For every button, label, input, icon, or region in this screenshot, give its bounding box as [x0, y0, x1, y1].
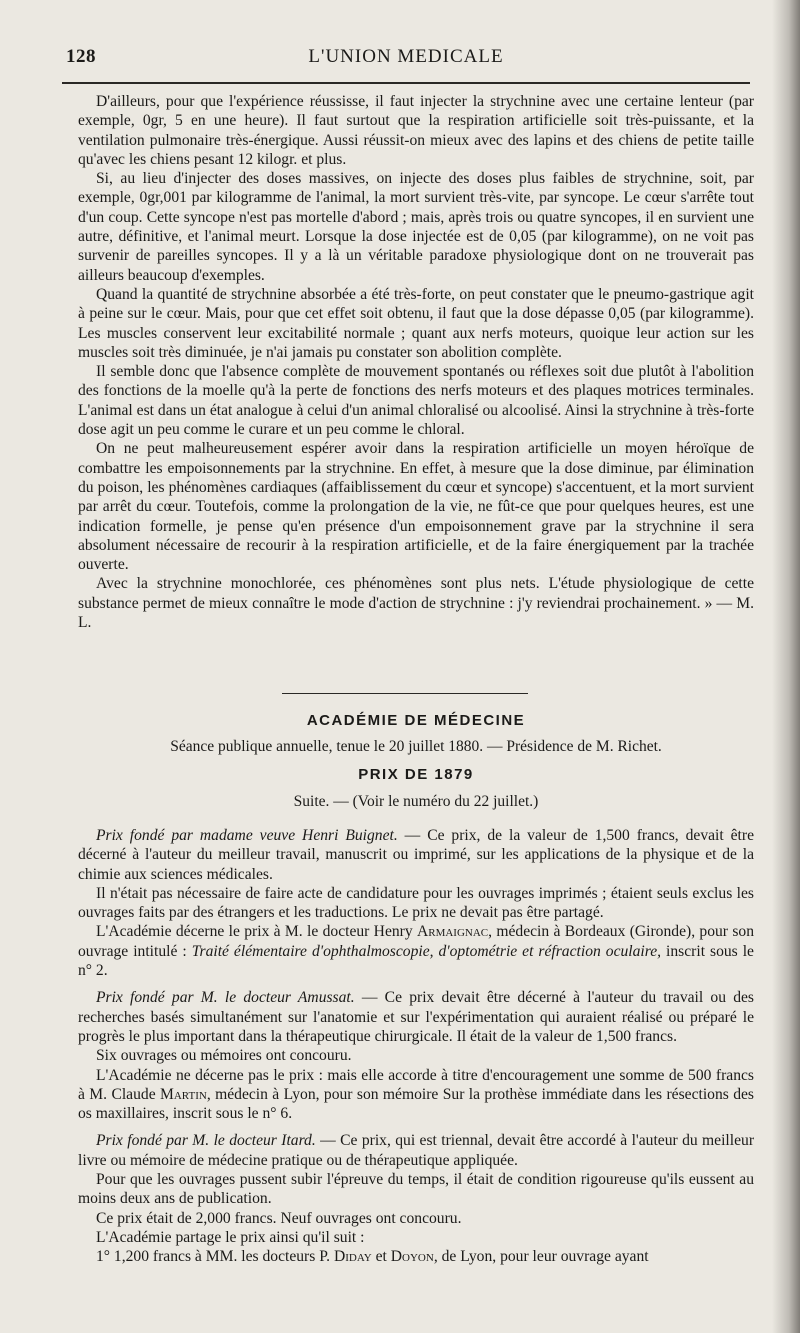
paragraph: On ne peut malheureusement espérer avoir dans la respiration artificielle un moyen héroïque de combattre les empoisonnements par la strychnine. En effet, à mesure que la dose diminue, par élimination du poison, les phénomènes cardiaques (affaiblissement du cœur et syncope) s'accentuent, et la mort survient par arrêt du cœur. Toutefois, comme la prolongation de la vie, ne fût-ce que pour quelques heures, est une indication formelle, je pense qu'en présence d'un empoisonnement grave par la strychnine il sera absolument nécessaire de recourir à la respiration artificielle, et de la faire énergiquement par la trachée ouverte.	[78, 440, 754, 574]
section-divider	[282, 693, 528, 694]
work-title: Traité élémentaire d'ophthalmoscopie, d'optométrie et réfraction oculaire,	[191, 942, 662, 960]
paragraph: Avec la strychnine monochlorée, ces phénomènes sont plus nets. L'étude physiologique de cette substance permet de mieux connaître le mode d'action de strychnine : j'y reviendrai prochainement. » — M. L.	[78, 575, 754, 632]
person-name: Armaignac	[416, 923, 489, 941]
paragraph-text: — Ce prix, de la valeur de 1,500 francs, devait être décerné à l'auteur du meilleur travail, manuscrit ou imprimé, sur les applications de la physique et de la chimie aux sciences médicales.	[78, 827, 754, 883]
paragraph: Il n'était pas nécessaire de faire acte de candidature pour les ouvrages imprimés ; étaient seuls exclus les ouvrages faits par des étrangers et les traductions. Le prix ne devait pas être partagé.	[78, 884, 754, 922]
paragraph-text: L'Académie décerne le prix à M. le docteur Henry	[96, 923, 417, 941]
session-line: Séance publique annuelle, tenue le 20 juillet 1880. — Présidence de M. Richet.	[170, 738, 662, 755]
paragraph-text: , médecin à Lyon, pour son mémoire Sur la prothèse immédiate dans les résections des os maxillaires, inscrit sous le n° 6.	[78, 1085, 754, 1123]
paragraph: Ce prix était de 2,000 francs. Neuf ouvrages ont concouru.	[96, 1209, 462, 1227]
paragraph: D'ailleurs, pour que l'expérience réussisse, il faut injecter la strychnine avec une certaine lenteur (par exemple, 0gr, 5 en une heure). Il faut surtout que la respiration artificielle soit très-puissante, et la ventilation pulmonaire très-énergique. Aussi réussit-on mieux avec des lapins et des chiens de petite taille qu'avec les chiens pesant 12 kilogr. et plus.	[78, 93, 754, 168]
running-title: L'UNION MEDICALE	[308, 46, 504, 67]
paragraph: L'Académie partage le prix ainsi qu'il suit :	[96, 1228, 365, 1246]
paragraph: Il semble donc que l'absence complète de mouvement spontanés ou réflexes soit due plutôt à l'abolition des fonctions de la moelle qu'à la perte de fonctions des nerfs moteurs et des plaques motrices terminales. L'animal est dans un état analogue à celui d'un animal chloralisé ou alcoolisé. Ainsi la strychnine à très-forte dose agit un peu comme le curare et un peu comme le chloral.	[78, 363, 754, 439]
prize-lead: Prix fondé par madame veuve Henri Buignet.	[96, 827, 398, 844]
page-number: 128	[66, 46, 96, 67]
person-name: Doyon	[390, 1248, 434, 1266]
article-continuation	[78, 92, 754, 632]
paragraph: Si, au lieu d'injecter des doses massives, on injecte des doses plus faibles de strychnine, soit, par exemple, 0gr,001 par kilogramme de l'animal, la mort survient très-vite, par syncope. Le cœur s'arrête tout d'un coup. Cette syncope n'est pas mortelle d'abord ; mais, après trois ou quatre syncopes, il en survient une autre, définitive, et l'animal meurt. Lorsque la dose injectée est de 0,05 (par kilogramme), on ne voit pas survenir de pareilles syncopes. Il y a là un véritable paradoxe physiologique dont on ne trouverait pas ailleurs beaucoup d'exemples.	[78, 170, 754, 284]
prize-lead: Prix fondé par M. le docteur Itard.	[96, 1132, 316, 1150]
buignet-award	[78, 922, 754, 980]
amussat-paragraph	[78, 988, 754, 1046]
paragraph-text: L'Académie ne décerne pas le prix : mais elle accorde à titre d'encouragement une somme de 500 francs à M. Claude	[78, 1066, 754, 1103]
header-rule	[62, 82, 750, 84]
paragraph-text: — Ce prix devait être décerné à l'auteur du travail ou des recherches basés simultanément sur l'anatomie et sur l'expérimentation qui auraient réalisé ou préparé le progrès le plus important dans la thérapeutique chirurgicale. Il était de la valeur de 1,500 francs.	[78, 989, 754, 1045]
paragraph-text: inscrit sous le n° 2.	[78, 942, 754, 980]
prize-section	[78, 826, 754, 1267]
paragraph: Quand la quantité de strychnine absorbée a été très-forte, on peut constater que le pneumo-gastrique agit à peine sur le cœur. Mais, pour que cet effet soit obtenu, il faut que la dose dépasse 0,05 (par kilogramme). Les muscles conservent leur excitabilité normale ; quant aux nerfs moteurs, quoique leur action sur les muscles soit très diminuée, je n'ai jamais pu constater son abolition complète.	[78, 285, 754, 361]
paragraph-text: , médecin à Bordeaux (Gironde), pour son ouvrage intitulé :	[78, 923, 754, 960]
page-header	[66, 46, 746, 76]
person-name: Diday	[333, 1248, 372, 1266]
paragraph-text: et	[371, 1248, 391, 1266]
paragraph: Six ouvrages ou mémoires ont concouru.	[96, 1047, 352, 1065]
book-spine-shadow	[772, 0, 800, 1333]
prize-lead: Prix fondé par M. le docteur Amussat.	[96, 989, 355, 1007]
itard-award	[78, 1247, 754, 1266]
suite-line: Suite. — (Voir le numéro du 22 juillet.)	[293, 793, 539, 810]
section-title: ACADÉMIE DE MÉDECINE	[306, 712, 526, 729]
paragraph-text: 1° 1,200 francs à MM. les docteurs P.	[96, 1248, 334, 1266]
paragraph-text: — Ce prix, qui est triennal, devait être accordé à l'auteur du meilleur livre ou mémoire de médecine pratique ou de thérapeutique appliquée.	[78, 1132, 755, 1169]
prize-heading: PRIX DE 1879	[358, 766, 474, 783]
paragraph: Pour que les ouvrages pussent subir l'épreuve du temps, il était de condition rigoureuse qu'ils eussent au moins deux ans de publication.	[78, 1171, 754, 1208]
paragraph-text: , de Lyon, pour leur ouvrage ayant	[433, 1248, 649, 1266]
itard-paragraph	[78, 1131, 754, 1170]
person-name: Martin	[160, 1085, 207, 1103]
amussat-award	[78, 1066, 754, 1124]
buignet-paragraph	[78, 826, 754, 884]
